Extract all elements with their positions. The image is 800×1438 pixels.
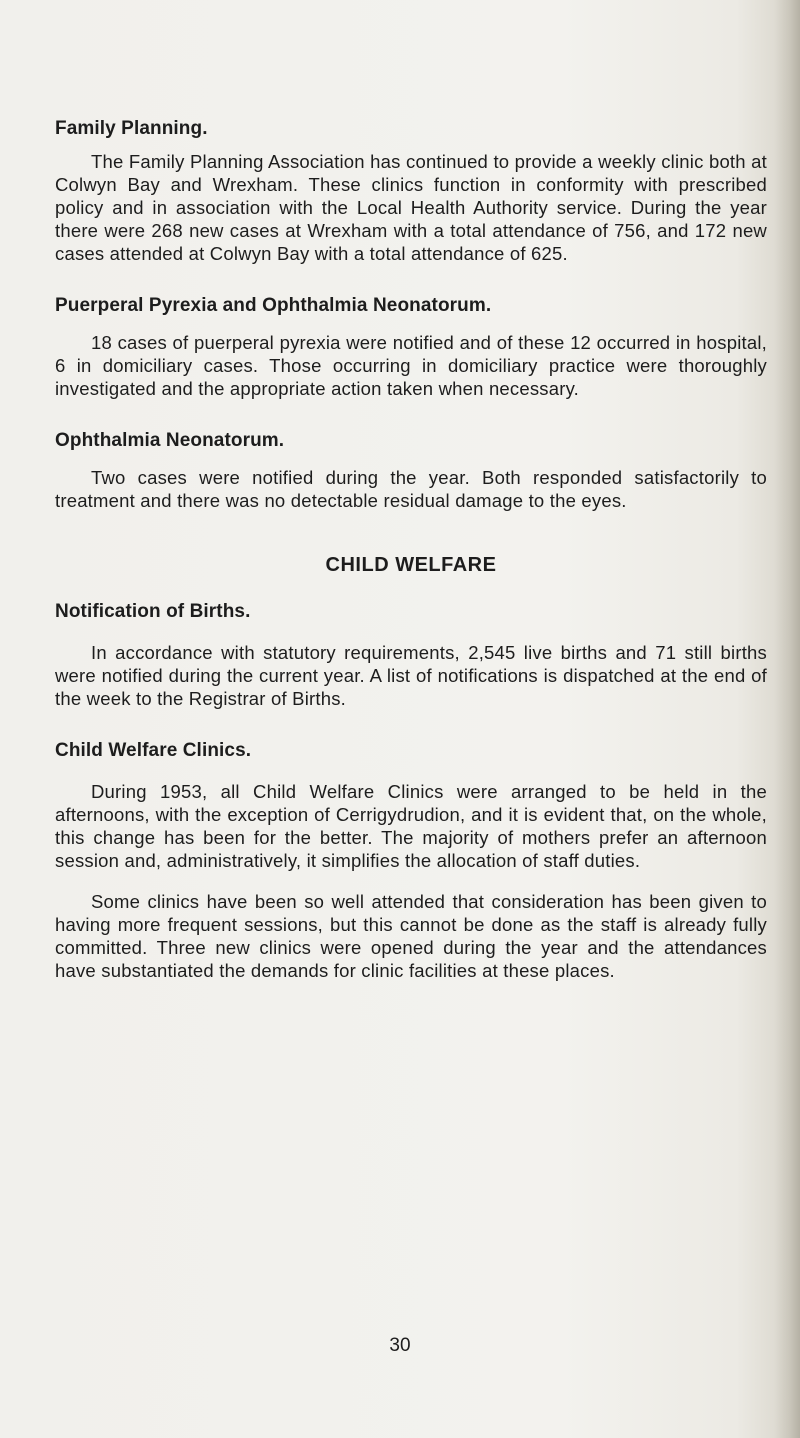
- family-planning-heading: Family Planning.: [55, 118, 208, 139]
- child-welfare-clinics-paragraph-2: Some clinics have been so well attended that consideration has been given to having more frequent sessions, but this cannot be done as the staff is already fully committed. Three new clinics were opened during the year and the attendances have substantiated the demands for clinic facilities at these places.: [55, 891, 767, 981]
- ophthalmia-neonatorum-heading: Ophthalmia Neonatorum.: [55, 430, 285, 451]
- page-number: 30: [389, 1335, 411, 1356]
- puerperal-pyrexia-heading: Puerperal Pyrexia and Ophthalmia Neonatorum.: [55, 295, 492, 316]
- family-planning-paragraph: The Family Planning Association has continued to provide a weekly clinic both at Colwyn Bay and Wrexham. These clinics function in conformity with prescribed policy and in association with the Local Health Authority service. During the year there were 268 new cases at Wrexham with a total attendance of 756, and 172 new cases attended at Colwyn Bay with a total attendance of 625.: [55, 151, 767, 264]
- puerperal-pyrexia-paragraph: 18 cases of puerperal pyrexia were notified and of these 12 occurred in hospital, 6 in domiciliary cases. Those occurring in domiciliary practice were thoroughly investigated and the appropriate action taken when necessary.: [55, 332, 767, 399]
- child-welfare-clinics-heading: Child Welfare Clinics.: [55, 740, 252, 761]
- notification-of-births-paragraph: In accordance with statutory requirements, 2,545 live births and 71 still births were notified during the current year. A list of notifications is dispatched at the end of the week to the Registrar of Births.: [55, 642, 767, 709]
- ophthalmia-neonatorum-paragraph: Two cases were notified during the year. Both responded satisfactorily to treatment and there was no detectable residual damage to the eyes.: [55, 467, 767, 511]
- document-body: [55, 118, 767, 982]
- notification-of-births-heading: Notification of Births.: [55, 601, 251, 622]
- page-edge-shadow: [774, 0, 800, 1438]
- child-welfare-clinics-paragraph-1: During 1953, all Child Welfare Clinics were arranged to be held in the afternoons, with the exception of Cerrigydrudion, and it is evident that, on the whole, this change has been for the better. The majority of mothers prefer an afternoon session and, administratively, it simplifies the allocation of staff duties.: [55, 781, 767, 871]
- child-welfare-title: CHILD WELFARE: [325, 554, 497, 576]
